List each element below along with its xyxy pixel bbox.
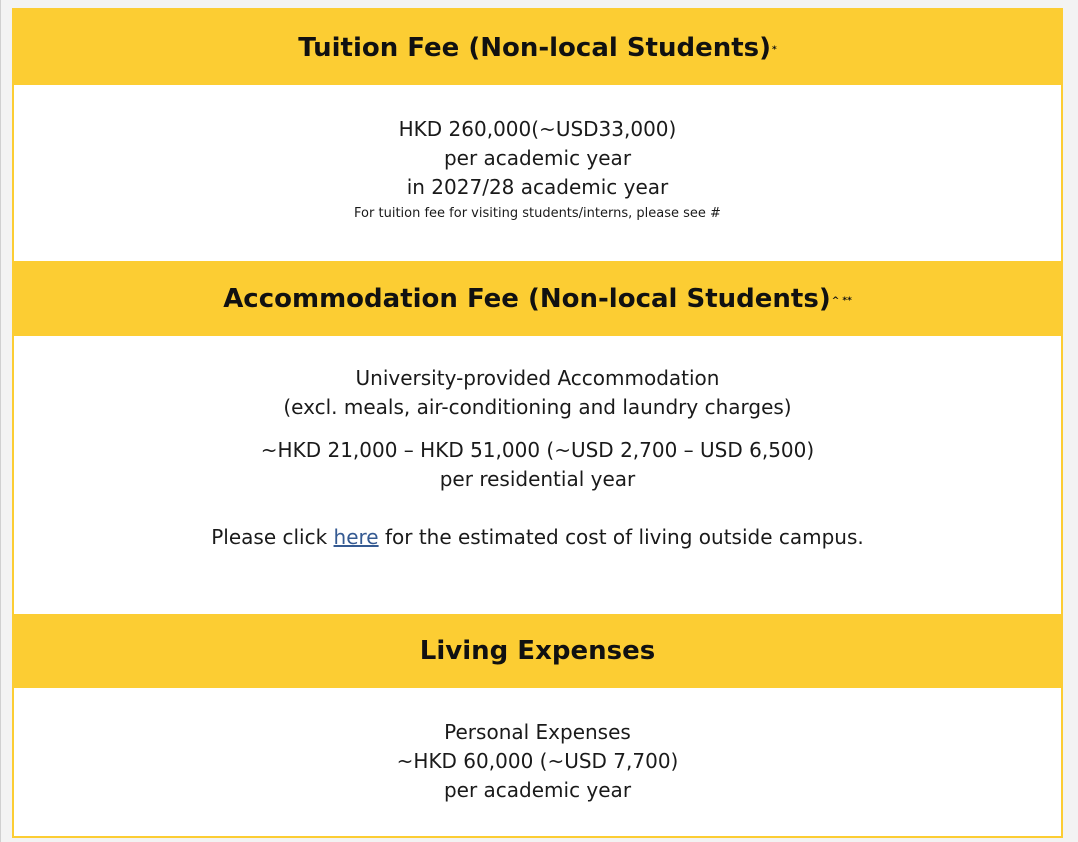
tuition-amount: HKD 260,000(~USD33,000)	[398, 117, 677, 141]
outside-campus-note	[14, 523, 1061, 552]
accommodation-type: University-provided Accommodation	[355, 366, 720, 390]
living-amount: ~HKD 60,000 (~USD 7,700)	[396, 749, 679, 773]
page-left-edge	[0, 0, 1, 842]
accommodation-title: Accommodation Fee (Non-local Students)	[223, 283, 831, 314]
living-label: Personal Expenses	[444, 720, 631, 744]
click-suffix: for the estimated cost of living outside campus.	[378, 525, 864, 549]
tuition-header	[14, 10, 1061, 85]
living-period: per academic year	[443, 778, 632, 802]
living-title: Living Expenses	[419, 636, 656, 666]
accommodation-header	[14, 261, 1061, 336]
accommodation-period: per residential year	[439, 467, 636, 491]
here-link[interactable]: here	[333, 525, 379, 549]
living-body	[14, 688, 1061, 836]
accommodation-body	[14, 336, 1061, 614]
living-header	[14, 614, 1061, 688]
tuition-note: For tuition fee for visiting students/interns, please see #	[354, 206, 721, 221]
tuition-year: in 2027/28 academic year	[406, 175, 669, 199]
accommodation-fee-range: ~HKD 21,000 – HKD 51,000 (~USD 2,700 – USD 6,500)	[260, 438, 815, 462]
click-prefix: Please click	[211, 525, 334, 549]
fee-table	[12, 8, 1063, 838]
accommodation-title-mark: ^ **	[831, 295, 852, 306]
tuition-period: per academic year	[443, 146, 632, 170]
tuition-title: Tuition Fee (Non-local Students)	[298, 32, 772, 63]
accommodation-exclusions: (excl. meals, air-conditioning and laundry charges)	[283, 395, 792, 419]
tuition-body	[14, 85, 1061, 261]
tuition-title-mark: *	[772, 44, 777, 55]
